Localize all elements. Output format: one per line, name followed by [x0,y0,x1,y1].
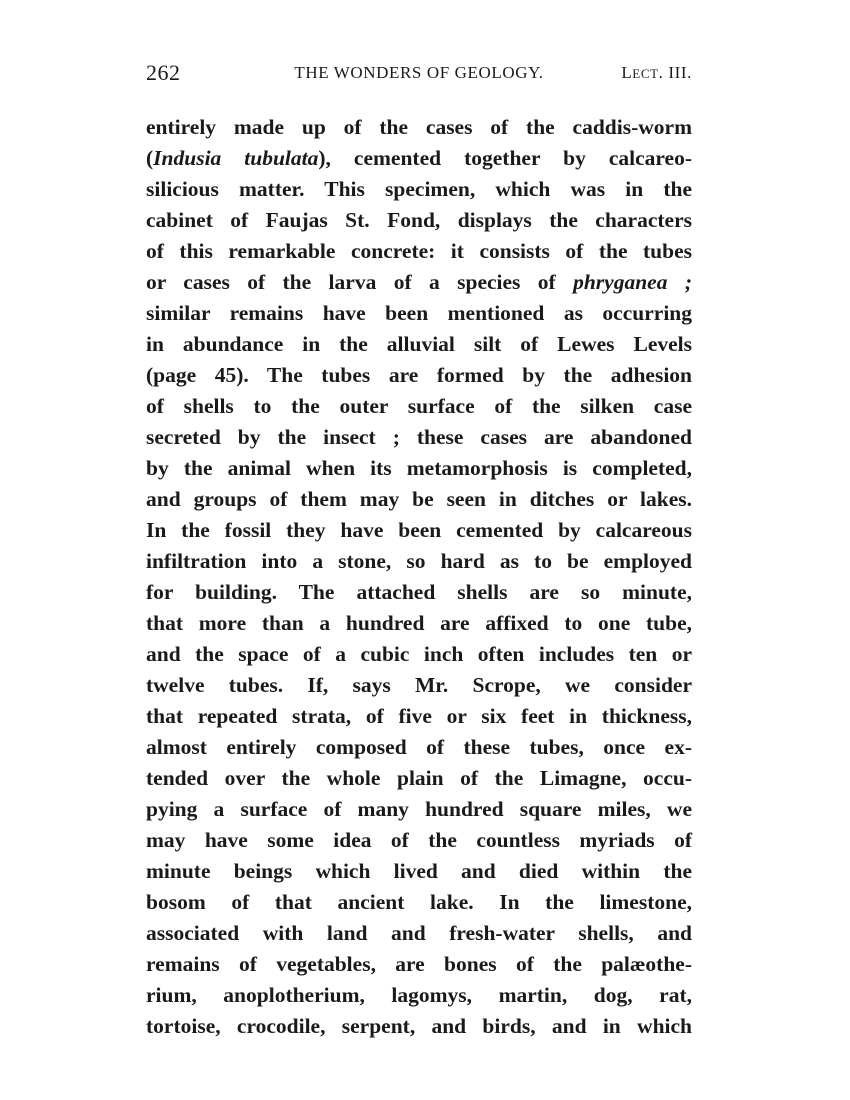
text-run: associated with land and fresh-water shells, and [146,921,692,945]
section-suffix: . III. [658,63,692,82]
text-line [146,887,692,918]
text-line [146,453,692,484]
text-line [146,980,692,1011]
text-run: pying a surface of many hundred square miles, we [146,797,692,821]
text-run: remains of vegetables, are bones of the palæothe- [146,952,692,976]
text-run: cabinet of Faujas St. Fond, displays the characters [146,208,692,232]
text-run: infiltration into a stone, so hard as to be employed [146,549,692,573]
page-number: 262 [146,60,181,85]
text-line [146,670,692,701]
running-head [146,60,692,90]
text-line [146,732,692,763]
text-line [146,267,692,298]
text-run: almost entirely composed of these tubes, once ex- [146,735,692,759]
text-run: by the animal when its metamorphosis is completed, [146,456,692,480]
text-line [146,701,692,732]
text-line [146,205,692,236]
text-line [146,949,692,980]
text-line [146,329,692,360]
text-run: of shells to the outer surface of the silken case [146,394,692,418]
text-line [146,825,692,856]
text-line [146,918,692,949]
text-run: In the fossil they have been cemented by calcareous [146,518,692,542]
text-line [146,546,692,577]
text-run: entirely made up of the cases of the caddis-worm [146,115,692,139]
text-run: may have some idea of the countless myriads of [146,828,692,852]
text-run: or cases of the larva of a species of [146,270,574,294]
section-prefix: L [621,63,633,82]
text-line [146,608,692,639]
text-run: rium, anoplotherium, lagomys, martin, dog, rat, [146,983,692,1007]
text-run: (page 45). The tubes are formed by the adhesion [146,363,692,387]
text-run: twelve tubes. If, says Mr. Scrope, we consider [146,673,692,697]
text-line [146,112,692,143]
text-run: and the space of a cubic inch often includes ten or [146,642,692,666]
text-run: of this remarkable concrete: it consists of the tubes [146,239,692,263]
text-line [146,298,692,329]
text-run: minute beings which lived and died within the [146,859,692,883]
text-run: tortoise, crocodile, serpent, and birds, and in which [146,1014,692,1038]
text-line [146,577,692,608]
text-run: that repeated strata, of five or six feet in thickness, [146,704,692,728]
text-line [146,484,692,515]
text-line [146,143,692,174]
running-title: THE WONDERS OF GEOLOGY. [294,63,544,82]
text-run: for building. The attached shells are so minute, [146,580,692,604]
text-line [146,856,692,887]
text-run: ( [146,146,154,170]
text-line [146,794,692,825]
text-line [146,391,692,422]
text-line [146,763,692,794]
text-run: secreted by the insect ; these cases are abandoned [146,425,692,449]
text-run: silicious matter. This specimen, which was in the [146,177,692,201]
text-run: and groups of them may be seen in ditches or lakes. [146,487,692,511]
text-line [146,360,692,391]
italic-term: phryganea ; [573,270,693,294]
italic-term: Indusia tubulata [153,146,319,170]
text-line [146,236,692,267]
text-run: tended over the whole plain of the Limagne, occu- [146,766,692,790]
body-text [146,112,692,1042]
text-run: in abundance in the alluvial silt of Lewes Levels [146,332,692,356]
text-line [146,422,692,453]
text-line [146,174,692,205]
text-run: ), cemented together by calcareo- [318,146,692,170]
text-run: bosom of that ancient lake. In the limestone, [146,890,692,914]
text-run: that more than a hundred are affixed to one tube, [146,611,692,635]
text-line [146,515,692,546]
text-line [146,639,692,670]
section-smallcaps: ECT [632,66,659,81]
text-run: similar remains have been mentioned as occurring [146,301,692,325]
text-line [146,1011,692,1042]
running-section [621,63,692,83]
